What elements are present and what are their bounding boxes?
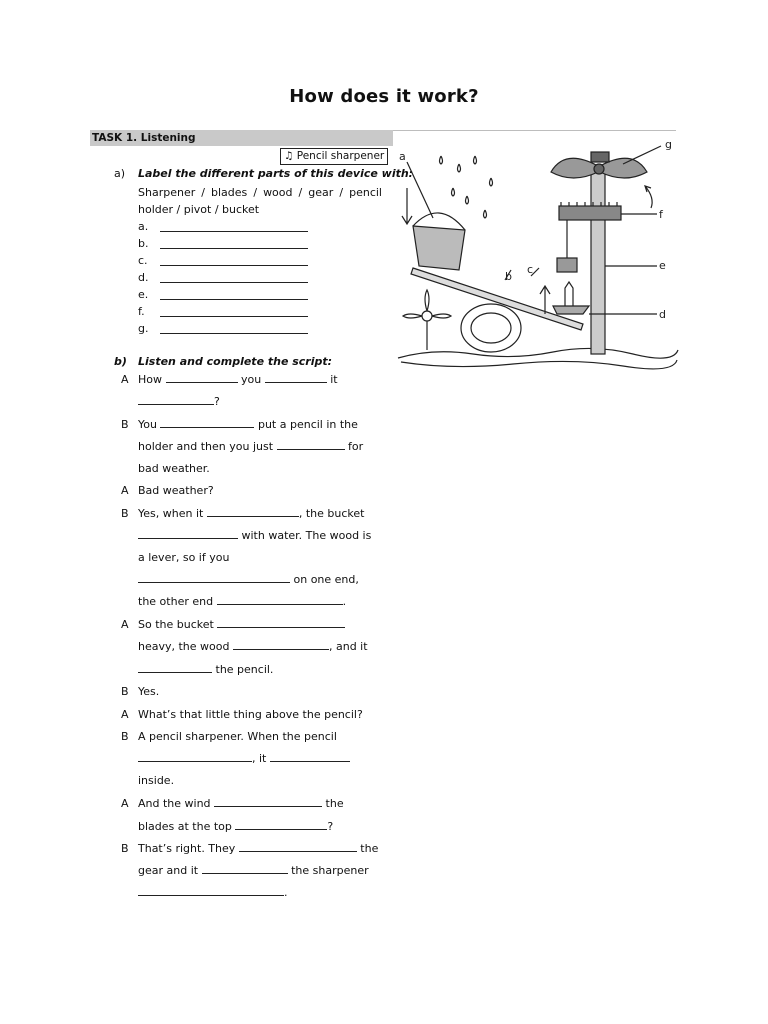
speaker-label: A <box>121 618 129 631</box>
label-letter: a. <box>138 220 149 233</box>
script-line <box>138 373 338 386</box>
script-blank[interactable] <box>270 752 350 762</box>
script-line: bad weather. <box>138 462 210 475</box>
script-line <box>138 573 359 586</box>
rain-drop <box>440 156 443 164</box>
pencil <box>565 282 573 306</box>
word-bank-word: pencil <box>349 186 382 199</box>
script-line <box>138 507 364 520</box>
flower <box>422 311 432 321</box>
top-box <box>591 152 609 162</box>
script-line: A pencil sharpener. When the pencil <box>138 730 337 743</box>
bucket <box>413 226 465 270</box>
speaker-label: B <box>121 418 129 431</box>
diagram-label-g: g <box>665 138 672 151</box>
script-line: What’s that little thing above the pencil? <box>138 708 363 721</box>
device-diagram <box>393 138 683 374</box>
label-letter: b. <box>138 237 149 250</box>
speaker-label: A <box>121 373 129 386</box>
script-text: blades at the top <box>138 820 232 833</box>
wood-lever <box>411 268 583 330</box>
ground-line <box>398 348 678 358</box>
script-line <box>138 595 346 608</box>
rain-drop <box>490 178 493 186</box>
diagram-label-a: a <box>399 150 406 163</box>
script-blank[interactable] <box>160 418 254 428</box>
script-blank[interactable] <box>138 663 212 673</box>
script-text: on one end, <box>293 573 359 586</box>
label-letter: e. <box>138 288 149 301</box>
script-line <box>138 752 350 765</box>
script-text: holder and then you just <box>138 440 274 453</box>
gear-teeth <box>561 202 617 206</box>
word-bank <box>138 184 382 218</box>
script-text: You <box>138 418 157 431</box>
script-text: ? <box>327 820 334 833</box>
ground-line-lower <box>401 360 677 369</box>
diagram-label-c: c <box>527 263 534 276</box>
label-letter: c. <box>138 254 148 267</box>
script-line <box>138 440 363 453</box>
script-blank[interactable] <box>233 640 329 650</box>
script-text: , it <box>252 752 267 765</box>
script-blank[interactable] <box>166 373 238 383</box>
rain-drop <box>474 156 477 164</box>
label-letter: f. <box>138 305 145 318</box>
script-blank[interactable] <box>217 595 343 605</box>
script-line <box>138 886 288 899</box>
script-blank[interactable] <box>235 820 327 830</box>
word-bank-word: Sharpener <box>138 186 196 199</box>
part-b-letter: b) <box>114 355 127 368</box>
script-line: Yes. <box>138 685 160 698</box>
script-text: , and it <box>328 640 368 653</box>
rain-drop <box>458 164 461 172</box>
script-text: you <box>241 373 262 386</box>
script-blank[interactable] <box>138 395 214 405</box>
script-text: And the wind <box>138 797 211 810</box>
script-text: for <box>348 440 364 453</box>
diagram-label-e: e <box>659 259 666 272</box>
rain-drop <box>466 196 469 204</box>
script-text: the sharpener <box>291 864 369 877</box>
script-line <box>138 418 358 431</box>
pivot-log-ring <box>471 313 511 343</box>
audio-clip-button[interactable] <box>280 148 388 165</box>
script-line: Bad weather? <box>138 484 214 497</box>
answer-blank[interactable] <box>160 299 308 300</box>
answer-blank[interactable] <box>160 316 308 317</box>
speaker-label: A <box>121 484 129 497</box>
script-blank[interactable] <box>214 797 322 807</box>
script-blank[interactable] <box>265 373 327 383</box>
music-note-icon: ♫ <box>284 150 294 162</box>
word-bank-separator: / <box>253 186 258 199</box>
word-bank-separator: / <box>339 186 344 199</box>
gear <box>559 206 621 220</box>
script-text: with water. The wood is <box>241 529 372 542</box>
script-line <box>138 797 344 810</box>
script-text: . <box>284 886 288 899</box>
part-a-letter: a) <box>114 167 126 180</box>
diagram-label-d: d <box>659 308 666 321</box>
script-text: . <box>342 595 347 608</box>
script-blank[interactable] <box>138 573 290 583</box>
script-text: That’s right. They <box>138 842 236 855</box>
script-text: So the bucket <box>138 618 214 631</box>
hub <box>594 164 604 174</box>
script-line <box>138 820 333 833</box>
audio-clip-label: Pencil sharpener <box>296 150 385 162</box>
word-bank-line-1 <box>138 184 382 201</box>
script-text: ? <box>214 395 220 408</box>
page-title: How does it work? <box>289 86 479 107</box>
leader-line-a <box>407 162 433 218</box>
script-line <box>138 395 220 408</box>
part-b-heading: Listen and complete the script: <box>138 355 333 368</box>
pivot-log <box>461 304 521 352</box>
script-text: heavy, the wood <box>138 640 230 653</box>
script-blank[interactable] <box>239 842 357 852</box>
script-text: the <box>360 842 379 855</box>
task-divider <box>393 130 676 131</box>
script-line <box>138 640 368 653</box>
script-blank[interactable] <box>202 864 288 874</box>
word-bank-word: wood <box>263 186 293 199</box>
script-line <box>138 529 371 542</box>
script-text: it <box>330 373 338 386</box>
rain-drop <box>484 210 487 218</box>
script-text: How <box>138 373 162 386</box>
script-blank[interactable] <box>138 529 238 539</box>
speaker-label: B <box>121 730 129 743</box>
word-bank-separator: / <box>298 186 303 199</box>
script-line <box>138 864 369 877</box>
pole <box>591 168 605 354</box>
sharpener <box>557 258 577 272</box>
word-bank-word: blades <box>211 186 248 199</box>
answer-blank[interactable] <box>160 333 308 334</box>
script-line: inside. <box>138 774 175 787</box>
down-arrow-icon <box>402 188 412 224</box>
script-text: the other end <box>138 595 214 608</box>
script-text: gear and it <box>138 864 199 877</box>
diagram-label-b: b <box>505 270 512 283</box>
script-blank[interactable] <box>217 618 345 628</box>
answer-blank[interactable] <box>160 231 308 232</box>
speaker-label: A <box>121 797 129 810</box>
diagram-label-f: f <box>659 208 663 221</box>
task-heading: TASK 1. Listening <box>90 130 393 146</box>
label-letter: g. <box>138 322 149 335</box>
rain-drop <box>452 188 455 196</box>
script-text: , the bucket <box>298 507 365 520</box>
script-line <box>138 842 378 855</box>
script-text: the <box>325 797 344 810</box>
label-letter: d. <box>138 271 149 284</box>
script-blank[interactable] <box>138 886 284 896</box>
speaker-label: B <box>121 507 129 520</box>
script-blank[interactable] <box>138 752 252 762</box>
speaker-label: B <box>121 842 129 855</box>
script-text: put a pencil in the <box>257 418 358 431</box>
speaker-label: B <box>121 685 129 698</box>
script-blank[interactable] <box>277 440 345 450</box>
script-line <box>138 663 273 676</box>
word-bank-line-2: holder / pivot / bucket <box>138 203 260 216</box>
answer-blank[interactable] <box>160 265 308 266</box>
part-a-heading: Label the different parts of this device with: <box>138 167 414 180</box>
script-text: the pencil. <box>215 663 274 676</box>
word-bank-separator: / <box>201 186 205 199</box>
script-line: a lever, so if you <box>138 551 230 564</box>
script-line <box>138 618 345 631</box>
word-bank-word: gear <box>308 186 334 199</box>
rotation-arrow-icon <box>645 186 652 208</box>
answer-blank[interactable] <box>160 282 308 283</box>
script-text: Yes, when it <box>138 507 204 520</box>
leader-line-g <box>623 146 661 164</box>
pencil-holder <box>553 306 589 314</box>
answer-blank[interactable] <box>160 248 308 249</box>
speaker-label: A <box>121 708 129 721</box>
script-blank[interactable] <box>207 507 299 517</box>
flower-petals <box>403 290 451 350</box>
